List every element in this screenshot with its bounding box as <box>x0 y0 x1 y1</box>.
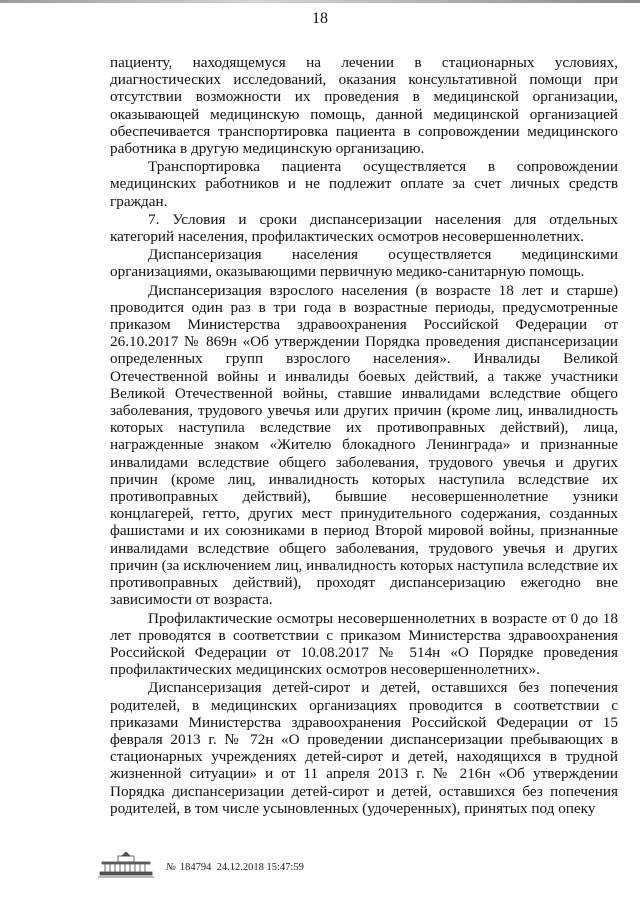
paragraph-1: пациенту, находящемуся на лечении в стационарных условиях, диагностических исследований, оказания консультативной помощи при отсутствии возможности их проведения в медицинской организации, оказывающей медицинскую помощь, данной медицинской организацией обеспечивается транспортировка пациента в сопровождении медицинского работника в другую медицинскую организацию. <box>110 54 618 158</box>
document-footer <box>96 850 496 880</box>
registration-datetime: 24.12.2018 15:47:59 <box>216 862 304 873</box>
scan-top-edge <box>0 0 640 3</box>
document-body <box>110 54 618 817</box>
paragraph-2: Транспортировка пациента осуществляется в сопровождении медицинских работников и не подлежит оплате за счет личных средств граждан. <box>110 158 618 210</box>
paragraph-3: 7. Условия и сроки диспансеризации населения для отдельных категорий населения, профилактических осмотров несовершеннолетних. <box>110 210 618 246</box>
paragraph-5: Диспансеризация взрослого населения (в возрасте 18 лет и старше) проводится один раз в три года в возрастные периоды, предусмотренные приказом Министерства здравоохранения Российской Федерации от 26.10.2017 № 869н «Об утверждении Порядка проведения диспансеризации определенных групп взрослого населения». Инвалиды Великой Отечественной войны и инвалиды боевых действий, а также участники Великой Отечественной войны, ставшие инвалидами вследствие общего заболевания, трудового увечья или других причин (кроме лиц, инвалидность которых наступила вследствие их противоправных действий), лица, награжденные знаком «Жителю блокадного Ленинграда» и признанные инвалидами вследствие общего заболевания, трудового увечья и других причин (кроме лиц, инвалидность которых наступила вследствие их противоправных действий), бывшие несовершеннолетние узники концлагерей, гетто, других мест принудительного содержания, созданных фашистами и их союзниками в период Второй мировой войны, признанные инвалидами вследствие общего заболевания, трудового увечья и других причин (за исключением лиц, инвалидность которых наступила вследствие их противоправных действий), проходят диспансеризацию ежегодно вне зависимости от возраста. <box>110 281 618 609</box>
page-number: 18 <box>312 10 328 27</box>
paragraph-7: Диспансеризация детей-сирот и детей, оставшихся без попечения родителей, в медицинских организациях проводится в соответствии с приказами Министерства здравоохранения Российской Федерации от 15 февраля 2013 г. № 72н «О проведении диспансеризации пребывающих в стационарных учреждениях детей-сирот и детей, находящихся в трудной жизненной ситуации» и от 11 апреля 2013 г. № 216н «Об утверждении Порядка диспансеризации детей-сирот и детей, оставшихся без попечения родителей, в том числе усыновленных (удочеренных), принятых под опеку <box>110 679 618 817</box>
paragraph-6: Профилактические осмотры несовершеннолетних в возрасте от 0 до 18 лет проводятся в соответствии с приказом Министерства здравоохранения Российской Федерации от 10.08.2017 № 514н «О Порядке проведения профилактических медицинских осмотров несовершеннолетних». <box>110 609 618 679</box>
government-building-logo-icon <box>96 850 156 878</box>
registration-number: 184794 <box>179 862 212 873</box>
number-sign: № <box>166 862 176 873</box>
paragraph-4: Диспансеризация населения осуществляется медицинскими организациями, оказывающими первичную медико-санитарную помощь. <box>110 246 618 281</box>
registration-stamp <box>166 862 304 874</box>
